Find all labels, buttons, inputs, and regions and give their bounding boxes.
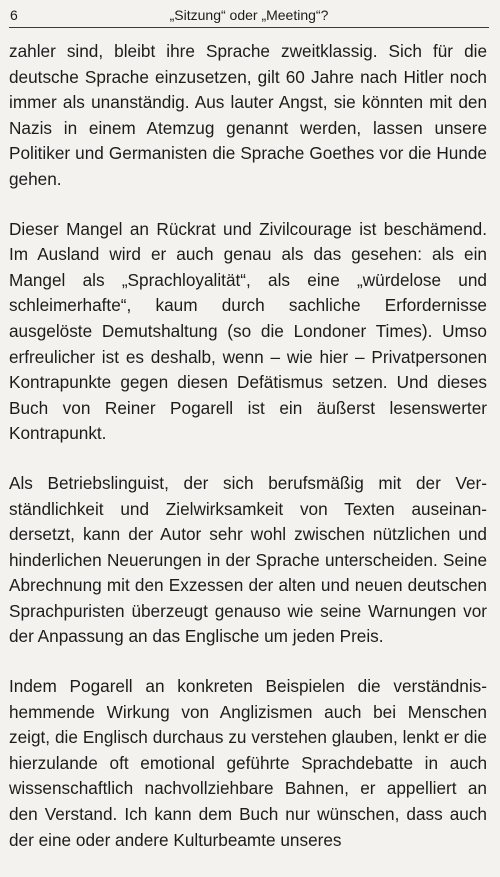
paragraph: zahler sind, bleibt ihre Sprache zweitklassig. Sich für die deutsche Sprache einzusetzen, gilt 60 Jahre nach Hitler noch immer als unanständig. Aus lauter Angst, sie könnten mit den Nazis in einem Atemzug genannt werden, lassen unsere Politiker und Germanisten die Sprache Goethes vor die Hunde gehen. (9, 41, 487, 189)
body-text (9, 39, 487, 877)
paragraph: Indem Pogarell an konkreten Beispielen die verständnishemmende Wirkung von Anglizismen auch bei Menschen zeigt, die Englisch durchaus zu verstehen glauben, lenkt er die hierzulande oft emotional geführte Sprachdebatte in auch wissenschaftlich nachvollziehbare Bahnen, er appelliert an den Verstand. Ich kann dem Buch nur wünschen, dass auch der eine oder andere Kulturbeamte unseres (9, 676, 487, 850)
paragraph: Dieser Mangel an Rückrat und Zivilcourage ist beschämend. Im Ausland wird er auch genau als das gesehen: als ein Mangel als „Sprachloyalität“, als eine „würdelose und schleimerhafte“, kaum durch sachliche Erfordernisse ausgelöste Demutshaltung (so die Londoner Times). Umso erfreulicher ist es deshalb, wenn – wie hier – Privatpersonen Kontrapunkte gegen diesen Defätismus setzen. Und dieses Buch von Reiner Pogarell ist ein äußerst lesenswerter Kontrapunkt. (9, 218, 487, 444)
paragraph: Als Betriebslinguist, der sich berufsmäßig mit der Verständlichkeit und Zielwirksamkeit von Texten auseinandersetzt, kann der Autor sehr wohl zwischen nützlichen und hinderlichen Neuerungen in der Sprache unterscheiden. Seine Abrechnung mit den Exzessen der alten und neuen deutschen Sprachpuristen überzeugt genauso wie seine Warnungen vor der Anpassung an das Englische um jeden Preis. (9, 472, 487, 647)
page-header (9, 4, 489, 28)
header-rule (9, 27, 489, 28)
running-title: „Sitzung“ oder „Meeting“? (169, 7, 329, 23)
page-number: 6 (10, 7, 18, 23)
